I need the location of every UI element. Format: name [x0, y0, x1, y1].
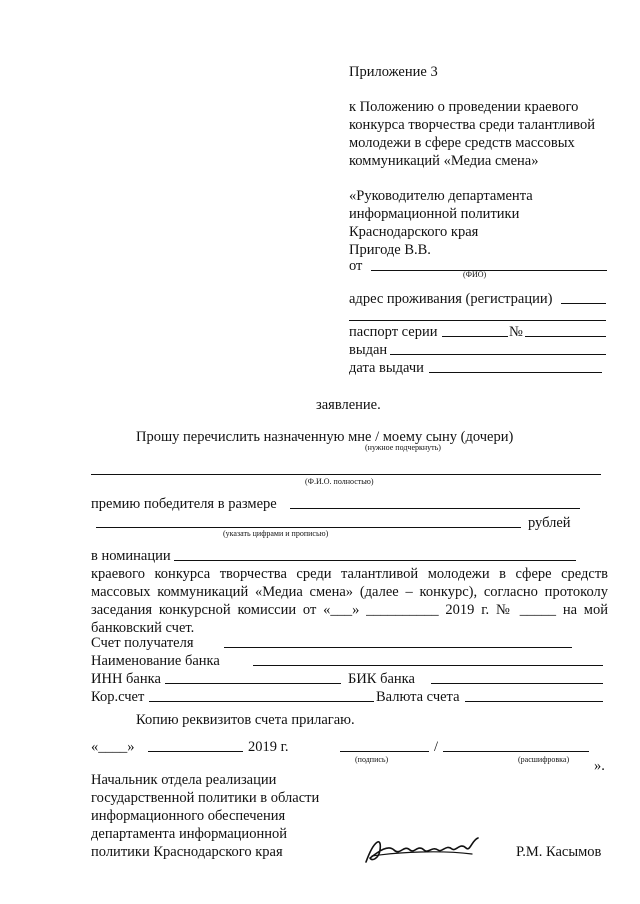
inn-label: ИНН банка: [91, 671, 161, 687]
official-line: политики Краснодарского края: [91, 844, 283, 860]
handwritten-signature-icon: [360, 832, 490, 872]
official-line: Начальник отдела реализации: [91, 772, 277, 788]
signature-line: [340, 751, 429, 752]
address-field-line: [561, 303, 606, 304]
appendix-title: Приложение 3: [349, 64, 438, 80]
corr-account-label: Кор.счет: [91, 689, 145, 705]
application-title: заявление.: [316, 397, 381, 413]
number-sign: №: [509, 324, 523, 340]
slash: /: [434, 739, 439, 755]
prize-label: премию победителя в размере: [91, 496, 277, 512]
recipient-account-line: [224, 647, 572, 648]
prize-amount-line: [290, 508, 580, 509]
date-month-line: [148, 751, 243, 752]
body-line: краевого конкурса творчества среди талантливой молодежи в сфере средств: [91, 566, 608, 582]
decoding-hint: (расшифровка): [518, 755, 570, 764]
addressee-line: информационной политики: [349, 206, 520, 222]
request-line: Прошу перечислить назначенную мне / моему сыну (дочери): [136, 429, 514, 445]
fio-field-line: [371, 270, 607, 271]
issue-date-line: [429, 372, 602, 373]
body-line: банковский счет.: [91, 620, 195, 636]
attachment-line: Копию реквизитов счета прилагаю.: [136, 712, 355, 728]
bank-name-line: [253, 665, 603, 666]
regulation-line: к Положению о проведении краевого: [349, 99, 579, 115]
year-label: 2019 г.: [248, 739, 289, 755]
name-hint: (Ф.И.О. полностью): [305, 477, 374, 486]
signature-hint: (подпись): [355, 755, 389, 764]
addressee-line: Пригоде В.В.: [349, 242, 431, 258]
regulation-line: коммуникаций «Медиа смена»: [349, 153, 539, 169]
passport-series-line: [442, 336, 508, 337]
from-label: от: [349, 258, 363, 274]
closing-quote: ».: [594, 758, 605, 774]
official-line: департамента информационной: [91, 826, 287, 842]
official-line: информационного обеспечения: [91, 808, 286, 824]
decoding-line: [443, 751, 589, 752]
regulation-line: конкурса творчества среди талантливой: [349, 117, 596, 133]
body-line: заседания конкурсной комиссии от «___» __________ 2019 г. № _____ на мой: [91, 602, 608, 618]
address-field-line-2: [349, 320, 606, 321]
regulation-line: молодежи в сфере средств массовых: [349, 135, 575, 151]
official-line: государственной политики в области: [91, 790, 320, 806]
amount-words-line: [96, 527, 521, 528]
currency-account-line: [465, 701, 603, 702]
bik-line: [431, 683, 603, 684]
inn-line: [165, 683, 341, 684]
official-name: Р.М. Касымов: [516, 844, 602, 860]
corr-account-line: [149, 701, 374, 702]
passport-number-line: [525, 336, 606, 337]
fio-hint: (ФИО): [463, 270, 487, 279]
currency-label: рублей: [528, 515, 571, 531]
issue-date-label: дата выдачи: [349, 360, 424, 376]
issued-field-line: [390, 354, 606, 355]
address-label: адрес проживания (регистрации): [349, 291, 553, 307]
bank-name-label: Наименование банка: [91, 653, 220, 669]
recipient-account-label: Счет получателя: [91, 635, 194, 651]
amount-hint: (указать цифрами и прописью): [223, 529, 329, 538]
fullname-field-line: [91, 474, 601, 475]
date-prefix: «____»: [91, 739, 135, 755]
addressee-line: Краснодарского края: [349, 224, 479, 240]
currency-account-label: Валюта счета: [376, 689, 460, 705]
issued-label: выдан: [349, 342, 388, 358]
body-line: массовых коммуникаций «Медиа смена» (далее – конкурс), согласно протоколу: [91, 584, 608, 600]
bik-label: БИК банка: [348, 671, 415, 687]
nomination-label: в номинации: [91, 548, 171, 564]
underline-hint: (нужное подчеркнуть): [365, 443, 441, 452]
nomination-field-line: [174, 560, 576, 561]
passport-label: паспорт серии: [349, 324, 438, 340]
addressee-line: «Руководителю департамента: [349, 188, 533, 204]
